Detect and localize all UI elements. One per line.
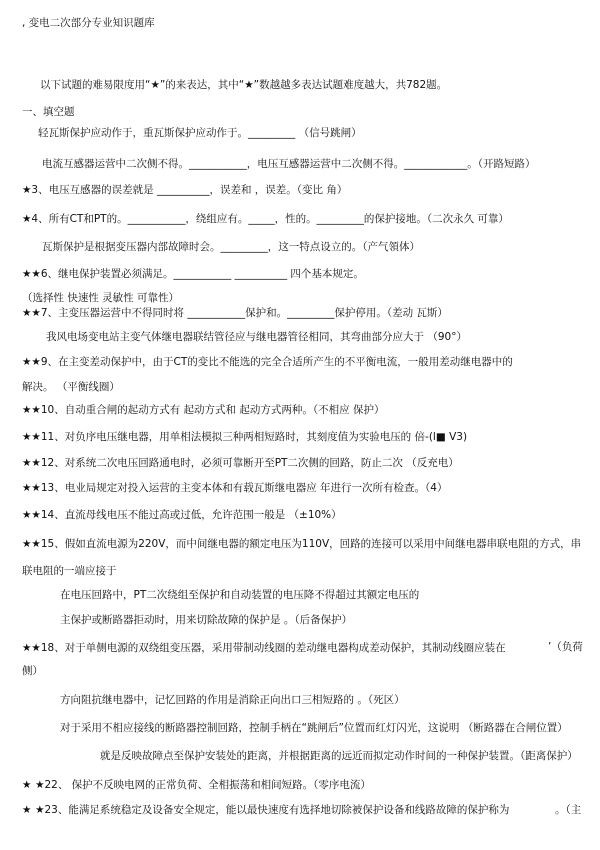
question-text: 瓦斯保护是根据变压器内部故障时会。_________，这一特点设立的。（产气領体） [42, 241, 420, 253]
question-text: 11、对负序电压继电器，用单相法模拟三种两相短路时，其刻度值为实验电压的 倍-(l■ V3) [40, 431, 468, 443]
difficulty-stars: ★★ [22, 457, 41, 469]
question-line [22, 803, 509, 817]
question-line [22, 355, 513, 369]
question-line [22, 430, 467, 444]
question-text: 解决。 （平衡线圈） [22, 381, 120, 393]
question-text: 15、假如直流电源为220V，而中间继电器的额定电压为110V，回路的连接可以采用中间继电器串联电阻的方式，串 [40, 538, 582, 550]
question-text: 方向阻抗继电器中，记忆回路的作用是消除正向出口三相短路的 。（死区） [60, 694, 405, 706]
question-line [22, 212, 509, 226]
question-line [22, 267, 364, 281]
intro-paragraph: 以下试题的难易限度用“★”的来表达，其中“★”数越越多表达试题难度越大，共782题。 [40, 79, 448, 91]
question-line [22, 508, 342, 522]
difficulty-stars: ★ ★ [22, 779, 45, 791]
question-text: 14、直流母线电压不能过高或过低，允许范围一般是 （±10%） [40, 509, 342, 521]
question-line [22, 403, 384, 417]
question-text: 6、继电保护装置必须满足。___________ __________ 四个基本规定。 [40, 268, 364, 280]
question-line [22, 380, 120, 394]
question-line [22, 183, 347, 197]
question-text: 对于采用不相应接线的断路器控制回路，控制手柄在“跳闸后”位置而红灯闪光，这说明 （断路器在合闸位置） [60, 722, 568, 734]
difficulty-stars: ★ [22, 184, 32, 196]
question-line [22, 564, 117, 578]
difficulty-stars: ★★ [22, 268, 41, 280]
question-line [22, 641, 506, 655]
difficulty-stars: ★★ [22, 509, 41, 521]
question-text: 在电压回路中，PT二次绕组至保护和自动装置的电压降不得超过其额定电压的 [60, 589, 420, 601]
right-note-2: 。（主 [555, 804, 582, 816]
question-text: 9、在主变差动保护中，由于CT的变比不能选的完全合适所产生的不平衡电流，一般用差动继电器中的 [40, 356, 513, 368]
question-line [22, 306, 448, 320]
right-note-1: ’（负荷 [548, 641, 583, 653]
question-line [22, 456, 459, 470]
page-title: , 变电二次部分专业知识题库 [22, 17, 155, 29]
question-text: 我风电场变电站主变气体继电器联结管径应与继电器管径相同，其弯曲部分应大于 （90°） [46, 331, 467, 343]
question-text: 主保护或断路器拒动时，用来切除故障的保护是 。（后备保护） [60, 614, 353, 626]
question-text: （选择性 快速性 灵敏性 可靠性） [22, 292, 180, 304]
question-line [60, 693, 405, 707]
question-text: 12、对系统二次电压回路通电时，必须可靠断开至PT二次侧的回路，防止二次 （反充电） [40, 457, 459, 469]
question-text: 22、 保护不反映电网的正常负荷、全相振荡和相间短路。（零序电流） [44, 779, 371, 791]
question-text: 7、主变压器运营中不得同时将 ___________保护和。_________保护停用。（差动 瓦斯） [40, 307, 448, 319]
question-text: 23、能满足系统稳定及设备安全规定，能以最快速度有选择地切除被保护设备和线路故障的保护称为 [44, 804, 510, 816]
difficulty-stars: ★★ [22, 307, 41, 319]
question-text: 18、对于单侧电源的双绕组变压器，采用带制动线圈的差动继电器构成差动保护，其制动线圈应装在 [40, 642, 506, 654]
question-line [22, 537, 581, 551]
question-text: 轻瓦斯保护应动作于，重瓦斯保护应动作于。_________ （信号跳闸） [38, 127, 362, 139]
difficulty-stars: ★★ [22, 431, 41, 443]
question-text: 电流互感器运营中二次侧不得。___________，电压互感器运营中二次侧不得。____________。（开路短路） [42, 158, 536, 170]
question-text: 13、电业局规定对投入运营的主变本体和有载瓦斯继电器应 年进行一次所有检查。（4） [40, 482, 448, 494]
difficulty-stars: ★★ [22, 482, 41, 494]
difficulty-stars: ★★ [22, 404, 41, 416]
difficulty-stars: ★★ [22, 538, 41, 550]
question-text: 就是反映故障点至保护安装处的距离，并根据距离的远近而拟定动作时间的一种保护装置。（距离保护） [100, 750, 578, 762]
question-line [60, 613, 352, 627]
question-line [42, 157, 536, 171]
question-line [42, 240, 420, 254]
question-line [22, 664, 43, 678]
question-line [100, 749, 578, 763]
difficulty-stars: ★ ★ [22, 804, 45, 816]
question-text: 侧） [22, 665, 43, 677]
difficulty-stars: ★★ [22, 356, 41, 368]
question-line [38, 126, 362, 140]
question-text: 10、自动重合闸的起动方式有 起动方式和 起动方式两种。（不相应 保护） [40, 404, 385, 416]
question-text: 联电阻的一端应接于 [22, 565, 117, 577]
question-line [22, 481, 447, 495]
question-text: 3、电压互感器的误差就是 __________，误差和 ，误差。（变比 角） [31, 184, 348, 196]
question-line [46, 330, 467, 344]
question-line [22, 778, 371, 792]
question-line [60, 721, 568, 735]
question-text: 4、所有CT和PT的。___________，绕组应有。_____，性的。_________的保护接地。（二次永久 可靠） [31, 213, 509, 225]
difficulty-stars: ★★ [22, 642, 41, 654]
question-line [22, 291, 179, 305]
difficulty-stars: ★ [22, 213, 32, 225]
question-line [60, 588, 419, 602]
section-heading: 一、填空题 [22, 106, 75, 118]
